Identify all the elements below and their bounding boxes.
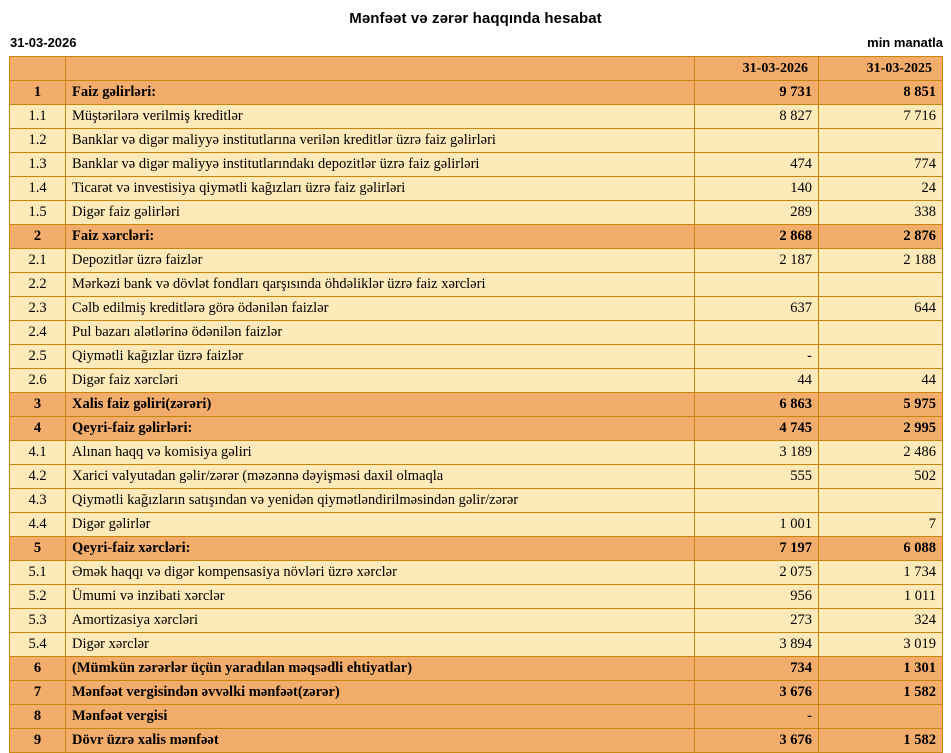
row-number: 1.4 (10, 177, 66, 201)
row-description: Qeyri-faiz gəlirləri: (66, 417, 695, 441)
row-description: Müştərilərə verilmiş kreditlər (66, 105, 695, 129)
table-row (10, 297, 943, 321)
row-value-current: 289 (695, 201, 819, 225)
row-value-previous: 44 (819, 369, 943, 393)
table-row (10, 369, 943, 393)
row-value-previous: 2 995 (819, 417, 943, 441)
row-value-current: - (695, 705, 819, 729)
row-number: 5.3 (10, 609, 66, 633)
table-row (10, 201, 943, 225)
row-value-current: 555 (695, 465, 819, 489)
row-number: 1.2 (10, 129, 66, 153)
report-meta (0, 35, 951, 56)
header-period-previous: 31-03-2025 (819, 57, 943, 81)
row-value-current (695, 489, 819, 513)
row-number: 3 (10, 393, 66, 417)
table-header (10, 57, 943, 81)
table-row (10, 561, 943, 585)
row-value-previous: 5 975 (819, 393, 943, 417)
row-value-current: 2 868 (695, 225, 819, 249)
table-row (10, 177, 943, 201)
row-number: 2.6 (10, 369, 66, 393)
table-row (10, 81, 943, 105)
row-value-current: 637 (695, 297, 819, 321)
row-value-current: 3 676 (695, 681, 819, 705)
table-body (10, 81, 943, 753)
row-description: Amortizasiya xərcləri (66, 609, 695, 633)
row-description: Digər xərclər (66, 633, 695, 657)
row-value-previous: 7 (819, 513, 943, 537)
row-value-current: 4 745 (695, 417, 819, 441)
table-row (10, 633, 943, 657)
row-value-current: 3 189 (695, 441, 819, 465)
row-value-current (695, 129, 819, 153)
row-number: 9 (10, 729, 66, 753)
row-value-current: - (695, 345, 819, 369)
row-value-previous (819, 321, 943, 345)
profit-loss-table (9, 56, 943, 753)
row-description: Banklar və digər maliyyə institutlarına verilən kreditlər üzrə faiz gəlirləri (66, 129, 695, 153)
row-value-current: 3 676 (695, 729, 819, 753)
row-number: 4.1 (10, 441, 66, 465)
table-row (10, 537, 943, 561)
table-row (10, 609, 943, 633)
row-value-previous (819, 489, 943, 513)
row-description: Digər faiz xərcləri (66, 369, 695, 393)
row-number: 1.5 (10, 201, 66, 225)
row-value-current: 44 (695, 369, 819, 393)
row-value-previous: 774 (819, 153, 943, 177)
row-value-previous: 7 716 (819, 105, 943, 129)
row-value-previous (819, 345, 943, 369)
table-row (10, 441, 943, 465)
row-description: Depozitlər üzrə faizlər (66, 249, 695, 273)
row-description: (Mümkün zərərlər üçün yaradılan məqsədli ehtiyatlar) (66, 657, 695, 681)
row-number: 8 (10, 705, 66, 729)
row-value-previous: 502 (819, 465, 943, 489)
table-row (10, 657, 943, 681)
table-row (10, 105, 943, 129)
row-value-current: 8 827 (695, 105, 819, 129)
row-value-current: 734 (695, 657, 819, 681)
table-row (10, 225, 943, 249)
table-row (10, 249, 943, 273)
row-value-previous: 1 582 (819, 681, 943, 705)
table-row (10, 393, 943, 417)
row-number: 6 (10, 657, 66, 681)
row-description: Xarici valyutadan gəlir/zərər (məzənnə dəyişməsi daxil olmaqla (66, 465, 695, 489)
row-value-previous: 6 088 (819, 537, 943, 561)
table-row (10, 729, 943, 753)
row-description: Dövr üzrə xalis mənfəət (66, 729, 695, 753)
row-number: 4.3 (10, 489, 66, 513)
row-value-current: 273 (695, 609, 819, 633)
header-num (10, 57, 66, 81)
row-description: Digər faiz gəlirləri (66, 201, 695, 225)
header-period-current: 31-03-2026 (695, 57, 819, 81)
row-value-previous (819, 705, 943, 729)
row-description: Mərkəzi bank və dövlət fondları qarşısında öhdəliklər üzrə faiz xərcləri (66, 273, 695, 297)
report-page (0, 10, 951, 753)
row-description: Faiz xərcləri: (66, 225, 695, 249)
row-description: Cəlb edilmiş kreditlərə görə ödənilən faizlər (66, 297, 695, 321)
row-value-current: 2 075 (695, 561, 819, 585)
table-row (10, 465, 943, 489)
row-number: 2.3 (10, 297, 66, 321)
header-description (66, 57, 695, 81)
row-value-current: 956 (695, 585, 819, 609)
row-value-current: 9 731 (695, 81, 819, 105)
row-value-previous: 644 (819, 297, 943, 321)
row-value-previous: 1 011 (819, 585, 943, 609)
row-description: Alınan haqq və komisiya gəliri (66, 441, 695, 465)
page-title: Mənfəət və zərər haqqında hesabat (349, 10, 602, 27)
row-value-current: 2 187 (695, 249, 819, 273)
row-description: Xalis faiz gəliri(zərəri) (66, 393, 695, 417)
row-value-current: 7 197 (695, 537, 819, 561)
row-value-current: 1 001 (695, 513, 819, 537)
row-description: Qiymətli kağızların satışından və yenidən qiymətləndirilməsindən gəlir/zərər (66, 489, 695, 513)
row-description: Qiymətli kağızlar üzrə faizlər (66, 345, 695, 369)
row-description: Ümumi və inzibati xərclər (66, 585, 695, 609)
row-value-previous: 3 019 (819, 633, 943, 657)
row-value-previous: 1 301 (819, 657, 943, 681)
row-value-previous: 338 (819, 201, 943, 225)
table-row (10, 705, 943, 729)
row-number: 4.2 (10, 465, 66, 489)
row-value-previous (819, 273, 943, 297)
row-number: 2.5 (10, 345, 66, 369)
row-value-current (695, 321, 819, 345)
row-value-previous: 24 (819, 177, 943, 201)
row-number: 7 (10, 681, 66, 705)
table-row (10, 513, 943, 537)
row-description: Əmək haqqı və digər kompensasiya növləri üzrə xərclər (66, 561, 695, 585)
row-description: Qeyri-faiz xərcləri: (66, 537, 695, 561)
row-number: 4 (10, 417, 66, 441)
row-number: 5 (10, 537, 66, 561)
table-row (10, 681, 943, 705)
row-value-current (695, 273, 819, 297)
row-description: Mənfəət vergisi (66, 705, 695, 729)
row-value-current: 6 863 (695, 393, 819, 417)
row-description: Pul bazarı alətlərinə ödənilən faizlər (66, 321, 695, 345)
row-value-previous: 1 734 (819, 561, 943, 585)
row-value-previous: 324 (819, 609, 943, 633)
row-value-current: 474 (695, 153, 819, 177)
row-number: 1 (10, 81, 66, 105)
row-value-previous: 1 582 (819, 729, 943, 753)
row-value-previous: 2 486 (819, 441, 943, 465)
row-description: Ticarət və investisiya qiymətli kağızları üzrə faiz gəlirləri (66, 177, 695, 201)
row-number: 2.2 (10, 273, 66, 297)
table-header-row (10, 57, 943, 81)
row-description: Faiz gəlirləri: (66, 81, 695, 105)
table-row (10, 345, 943, 369)
table-row (10, 129, 943, 153)
row-description: Digər gəlirlər (66, 513, 695, 537)
table-row (10, 153, 943, 177)
table-row (10, 273, 943, 297)
table-row (10, 321, 943, 345)
row-value-previous: 2 876 (819, 225, 943, 249)
table-row (10, 417, 943, 441)
row-number: 2.1 (10, 249, 66, 273)
report-date: 31-03-2026 (10, 35, 77, 50)
row-value-previous (819, 129, 943, 153)
row-number: 5.1 (10, 561, 66, 585)
table-row (10, 585, 943, 609)
row-number: 1.1 (10, 105, 66, 129)
table-row (10, 489, 943, 513)
row-value-previous: 2 188 (819, 249, 943, 273)
row-number: 1.3 (10, 153, 66, 177)
row-value-current: 3 894 (695, 633, 819, 657)
row-number: 2 (10, 225, 66, 249)
row-number: 4.4 (10, 513, 66, 537)
report-units: min manatla (867, 35, 943, 50)
row-description: Mənfəət vergisindən əvvəlki mənfəət(zərər) (66, 681, 695, 705)
row-number: 2.4 (10, 321, 66, 345)
row-number: 5.2 (10, 585, 66, 609)
row-value-current: 140 (695, 177, 819, 201)
row-value-previous: 8 851 (819, 81, 943, 105)
row-number: 5.4 (10, 633, 66, 657)
row-description: Banklar və digər maliyyə institutlarındakı depozitlər üzrə faiz gəlirləri (66, 153, 695, 177)
